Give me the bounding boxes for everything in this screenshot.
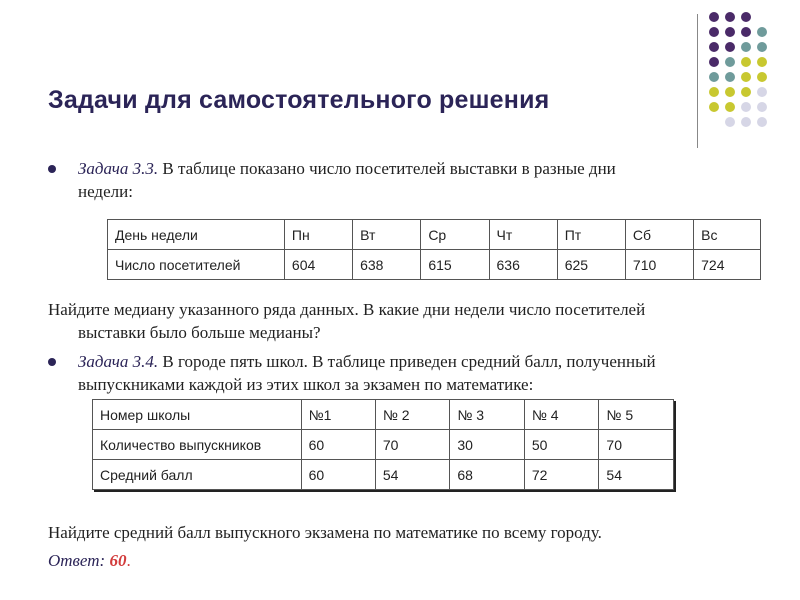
decorative-dot (741, 72, 751, 82)
decorative-dot (741, 102, 751, 112)
decorative-dot (709, 42, 719, 52)
table-cell: 54 (375, 460, 450, 490)
table-cell: 60 (301, 460, 375, 490)
decorative-dot (709, 27, 719, 37)
table-cell: № 5 (599, 400, 674, 430)
table-cell: Чт (489, 220, 557, 250)
task-3-4-body: В городе пять школ. В таблице приведен средний балл, полученный (162, 352, 656, 371)
table-cell: 710 (625, 250, 693, 280)
table-cell: № 3 (450, 400, 525, 430)
table-row (93, 430, 674, 460)
decorative-dot (741, 87, 751, 97)
decorative-dot (725, 117, 735, 127)
decorative-divider (697, 14, 698, 148)
table-cell: Вс (694, 220, 761, 250)
decorative-dot (757, 117, 767, 127)
task-3-4-text (78, 350, 778, 396)
answer-value: 60 (109, 551, 127, 570)
table-cell: 638 (353, 250, 421, 280)
table-cell: №1 (301, 400, 375, 430)
row-header-cell: Количество выпускников (93, 430, 302, 460)
table-cell: № 4 (524, 400, 599, 430)
decorative-dot (741, 12, 751, 22)
bullet-task-3-3 (48, 165, 56, 173)
decorative-dot (741, 42, 751, 52)
schools-table (92, 399, 674, 490)
decorative-dot (757, 27, 767, 37)
table-cell: Ср (421, 220, 489, 250)
row-header-cell: Номер школы (93, 400, 302, 430)
answer-period: . (126, 551, 131, 570)
decorative-dot-grid (709, 12, 789, 132)
decorative-dot (725, 12, 735, 22)
table-cell: 68 (450, 460, 525, 490)
decorative-dot (725, 102, 735, 112)
table-row (93, 460, 674, 490)
table-cell: 604 (284, 250, 352, 280)
decorative-dot (709, 87, 719, 97)
task-3-3-body-cont: недели: (78, 182, 133, 201)
table-cell: 615 (421, 250, 489, 280)
visitors-table (107, 219, 761, 280)
task-3-3-question (48, 298, 788, 344)
task-3-3-body: В таблице показано число посетителей выставки в разные дни (162, 159, 616, 178)
table-cell: 50 (524, 430, 599, 460)
question-line-1: Найдите медиану указанного ряда данных. В какие дни недели число посетителей (48, 300, 646, 319)
decorative-dot (709, 57, 719, 67)
decorative-dot (741, 117, 751, 127)
decorative-dot (757, 102, 767, 112)
table-cell: 724 (694, 250, 761, 280)
question-line-2: выставки было больше медианы? (78, 323, 321, 342)
task-3-4-label: Задача 3.4. (78, 352, 159, 371)
table-cell: 70 (375, 430, 450, 460)
decorative-dot (725, 87, 735, 97)
task-3-4-body-cont: выпускниками каждой из этих школ за экзамен по математике: (78, 375, 534, 394)
decorative-dot (741, 57, 751, 67)
table-row (93, 400, 674, 430)
table-cell: Сб (625, 220, 693, 250)
row-header-cell: День недели (108, 220, 285, 250)
decorative-dot (709, 72, 719, 82)
row-header-cell: Число посетителей (108, 250, 285, 280)
table-cell: № 2 (375, 400, 450, 430)
decorative-dot (757, 87, 767, 97)
table-cell: 72 (524, 460, 599, 490)
decorative-dot (757, 57, 767, 67)
decorative-dot (725, 27, 735, 37)
task-3-3-text (78, 157, 758, 203)
table-cell: 636 (489, 250, 557, 280)
task-3-3-label: Задача 3.3. (78, 159, 159, 178)
task-3-4-question: Найдите средний балл выпускного экзамена по математике по всему городу. (48, 523, 602, 542)
decorative-dot (725, 72, 735, 82)
decorative-dot (757, 72, 767, 82)
slide-title: Задачи для самостоятельного решения (48, 86, 550, 114)
decorative-dot (709, 102, 719, 112)
table-cell: Пн (284, 220, 352, 250)
table-row (108, 220, 761, 250)
answer-line (48, 549, 131, 572)
table-cell: 54 (599, 460, 674, 490)
decorative-dot (757, 42, 767, 52)
row-header-cell: Средний балл (93, 460, 302, 490)
table-row (108, 250, 761, 280)
table-cell: 60 (301, 430, 375, 460)
decorative-dot (725, 42, 735, 52)
answer-label: Ответ: (48, 551, 106, 570)
table-cell: 30 (450, 430, 525, 460)
decorative-dot (709, 12, 719, 22)
bullet-task-3-4 (48, 358, 56, 366)
table-cell: 70 (599, 430, 674, 460)
table-cell: Вт (353, 220, 421, 250)
decorative-dot (741, 27, 751, 37)
table-cell: 625 (557, 250, 625, 280)
table-cell: Пт (557, 220, 625, 250)
decorative-dot (725, 57, 735, 67)
